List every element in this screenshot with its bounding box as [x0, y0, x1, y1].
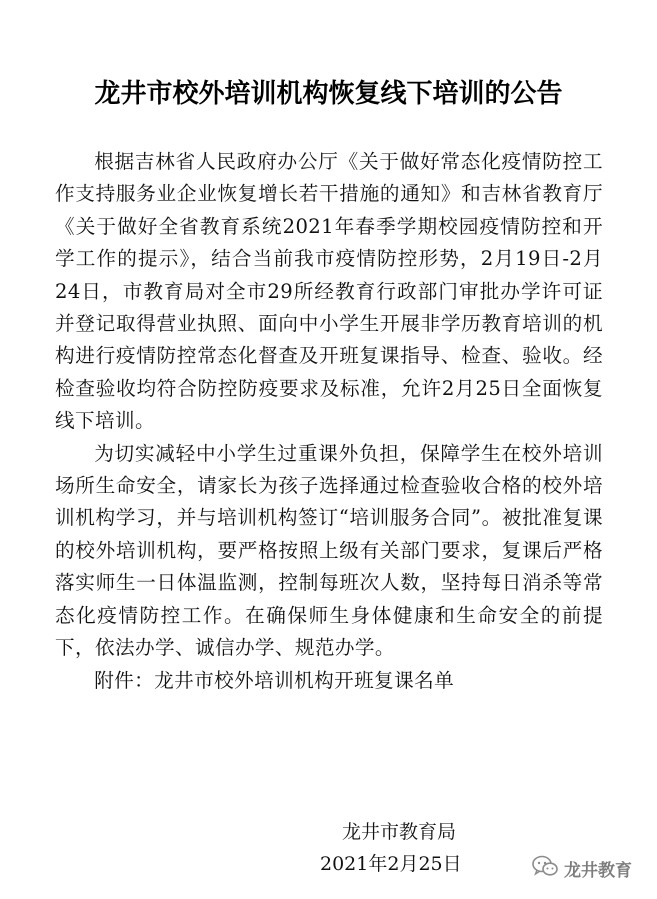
wechat-watermark — [531, 853, 632, 883]
signature-block — [320, 816, 520, 880]
attachment-note: 附件：龙井市校外培训机构开班复课名单 — [94, 668, 455, 692]
document-title: 龙井市校外培训机构恢复线下培训的公告 — [94, 79, 563, 109]
signature-date: 2021年2月25日 — [320, 853, 462, 875]
paragraph-2: 为切实减轻中小学生过重课外负担，保障学生在校外培训场所生命安全，请家长为孩子选择通过检查验收合格的校外培训机构学习，并与培训机构签订“培训服务合同”。被批准复课的校外培训机构，要严格按照上级有关部门要求，复课后严格落实师生一日体温监测，控制每班次人数，坚持每日消杀等常态化疫情防控工作。在确保师生身体健康和生命安全的前提下，依法办学、诚信办学、规范办学。 — [55, 441, 603, 660]
watermark-text: 龙井教育 — [564, 860, 632, 881]
wechat-icon — [531, 854, 559, 883]
document-body — [55, 146, 603, 697]
paragraph-1: 根据吉林省人民政府办公厅《关于做好常态化疫情防控工作支持服务业企业恢复增长若干措施的通知》和吉林省教育厅《关于做好全省教育系统2021年春季学期校园疫情防控和开学工作的提示》，结合当前我市疫情防控形势，2月19日-2月24日，市教育局对全市29所经教育行政部门审批办学许可证并登记取得营业执照、面向中小学生开展非学历教育培训的机构进行疫情防控常态化督查及开班复课指导、检查、验收。经检查验收均符合防控防疫要求及标准，允许2月25日全面恢复线下培训。 — [55, 150, 603, 433]
signature-organization: 龙井市教育局 — [342, 821, 457, 843]
